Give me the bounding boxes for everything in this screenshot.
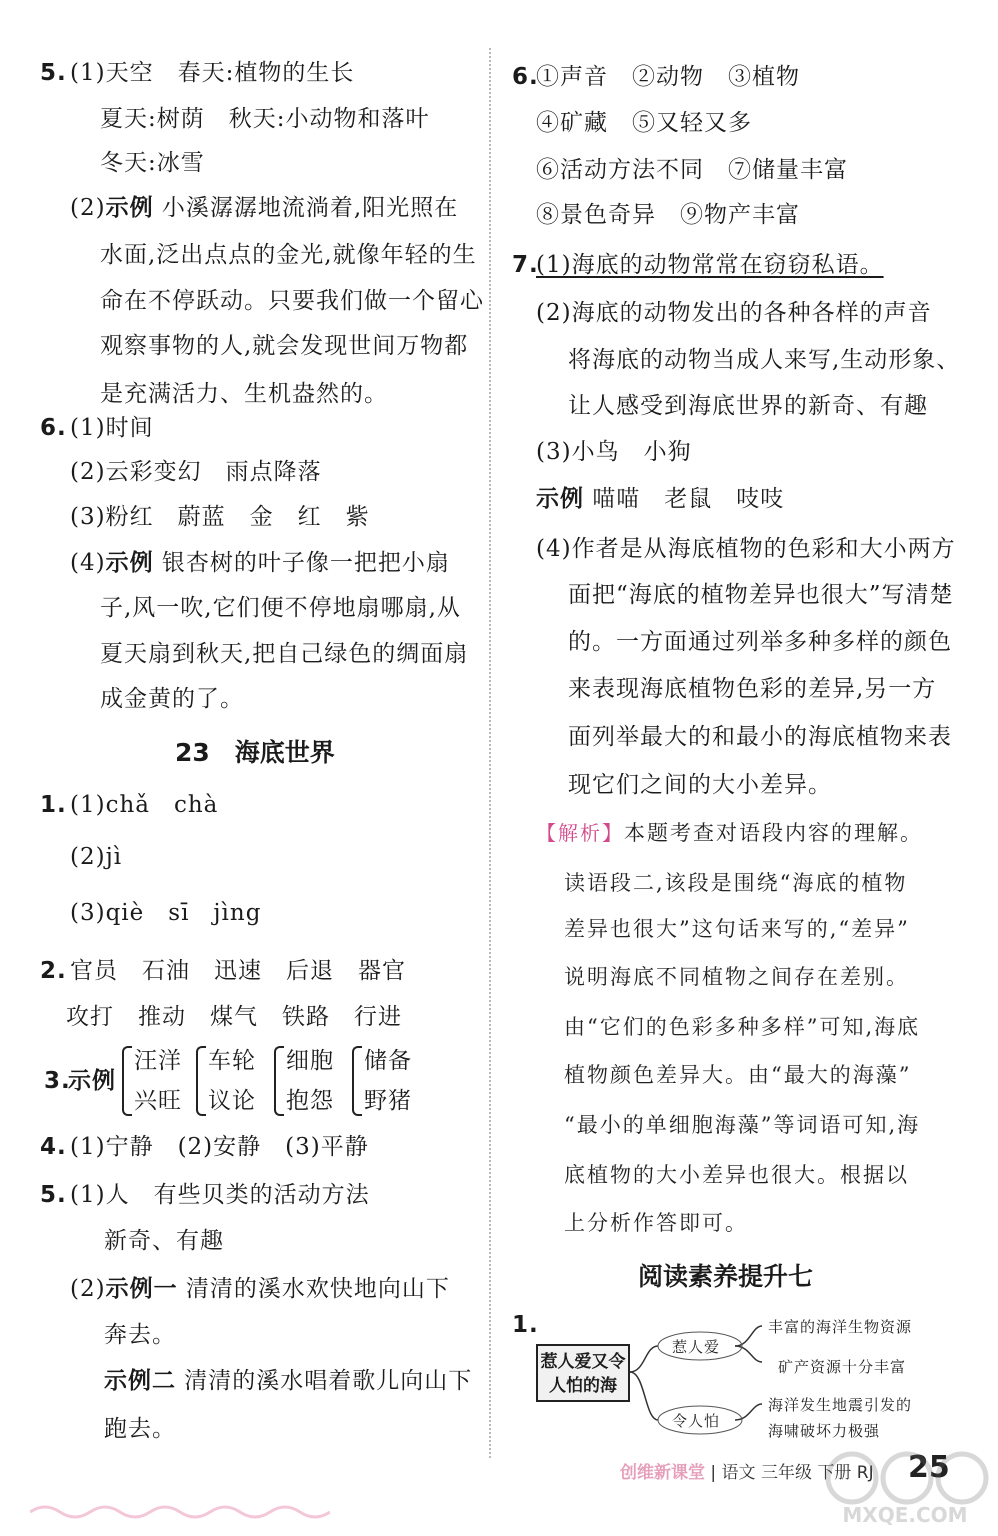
answer-text: 命在不停跃动。只要我们做一个留心	[100, 288, 484, 314]
analysis-text: 读语段二,该段是围绕“海底的植物	[564, 871, 908, 895]
column-divider	[489, 48, 491, 1458]
answer-line-q5a2	[100, 104, 430, 134]
answer-line-q6b	[70, 457, 322, 487]
analysis-line-1	[564, 868, 907, 898]
example-label: 示例	[105, 195, 154, 221]
example-label: 示例	[105, 550, 154, 576]
analysis-line-7	[564, 1160, 909, 1190]
q3-word-1-0: 车轮	[208, 1048, 256, 1074]
q3-label: 示例	[68, 1068, 116, 1094]
analysis-label: 【解析】	[536, 821, 624, 845]
answer-text: (4)作者是从海底植物的色彩和大小两方	[536, 536, 956, 562]
answer-line-r7b3	[568, 391, 928, 421]
answer-line-q6d4	[100, 684, 244, 714]
answer-line-r7b2	[568, 345, 960, 375]
answer-text: 跑去。	[104, 1416, 176, 1442]
q3-word-2-0: 细胞	[286, 1048, 334, 1074]
answer-line-l1c: (3)qiè sī jìng	[70, 900, 262, 926]
answer-text: 的。一方面通过列举多种多样的颜色	[568, 629, 952, 655]
answer-text: 观察事物的人,就会发现世间万物都	[100, 333, 469, 359]
answer-text: 清清的溪水欢快地向山下	[177, 1276, 450, 1302]
answer-line-l5b	[70, 1274, 450, 1304]
answer-text: ⑥活动方法不同 ⑦储量丰富	[536, 157, 848, 183]
answer-line-l2b: 攻打 推动 煤气 铁路 行进	[66, 1004, 402, 1030]
answer-line-r7c2	[536, 484, 784, 514]
analysis-line-6	[564, 1110, 920, 1140]
answer-text: 来表现海底植物色彩的差异,另一方	[568, 676, 937, 702]
mind-map-number: 1.	[512, 1312, 539, 1338]
footer-grade: 三年级	[760, 1463, 812, 1483]
answer-text: 现它们之间的大小差异。	[568, 772, 832, 798]
analysis-text: 底植物的大小差异也很大。根据以	[564, 1163, 909, 1187]
answer-line-l4	[70, 1132, 369, 1162]
answer-text: 喵喵 老鼠 吱吱	[584, 486, 785, 512]
answer-line-r7d2	[568, 580, 954, 610]
analysis-text: 说明海底不同植物之间存在差别。	[564, 965, 909, 989]
q3-word-3-0: 储备	[364, 1048, 412, 1074]
question-number: 2.	[40, 958, 67, 984]
answer-text: 新奇、有趣	[104, 1228, 224, 1254]
analysis-text: 由“它们的色彩多种多样”可知,海底	[564, 1015, 921, 1039]
footer-sep-1: |	[710, 1463, 717, 1483]
sub-number: (4)	[70, 550, 106, 576]
answer-line-l5b2	[104, 1320, 176, 1350]
answer-line-q6c	[70, 502, 370, 532]
answer-line-q5b	[70, 193, 458, 223]
answer-text: (1)天空 春天:植物的生长	[70, 60, 355, 86]
answer-line-r6a	[536, 62, 800, 92]
answer-text: (1)人 有些贝类的活动方法	[70, 1182, 370, 1208]
answer-line-l1b: (2)jì	[70, 844, 123, 870]
answer-text: (3)粉红 蔚蓝 金 红 紫	[70, 504, 370, 530]
q3-number: 3.	[44, 1068, 71, 1094]
answer-line-q5a3	[100, 148, 205, 178]
answer-text: (1)时间	[70, 415, 154, 441]
answer-text: 子,风一吹,它们便不停地扇哪扇,从	[100, 595, 461, 621]
answer-line-q5b4	[100, 331, 468, 361]
answer-text: 是充满活力、生机盎然的。	[100, 381, 388, 407]
mind-map-center: 惹人爱又令人怕的海	[536, 1344, 630, 1402]
mind-map-branch-love: 惹人爱	[672, 1338, 721, 1356]
answer-text: 夏天:树荫 秋天:小动物和落叶	[100, 106, 430, 132]
answer-text: (1)海底的动物常常在窃窃私语。	[536, 252, 884, 278]
answer-text: 成金黄的了。	[100, 686, 244, 712]
q3-word-0-1: 兴旺	[134, 1088, 182, 1114]
analysis-text: 本题考查对语段内容的理解。	[624, 821, 923, 845]
brace-3	[352, 1046, 362, 1116]
answer-text: 夏天扇到秋天,把自己绿色的绸面扇	[100, 641, 469, 667]
sub-number: (2)	[70, 1276, 106, 1302]
section-title: 阅读素养提升七	[638, 1262, 814, 1291]
answer-text: 面列举最大的和最小的海底植物来表	[568, 724, 952, 750]
question-number: 5.	[40, 60, 67, 86]
lesson-title: 23 海底世界	[175, 738, 335, 767]
answer-text: 小溪潺潺地流淌着,阳光照在	[153, 195, 459, 221]
answer-line-l5a2	[104, 1226, 224, 1256]
page-number: 25	[908, 1450, 950, 1485]
question-number: 5.	[40, 1182, 67, 1208]
mind-map-leaf-4: 海啸破坏力极强	[768, 1422, 881, 1440]
example-label: 示例二	[104, 1368, 176, 1394]
answer-line-r7d	[536, 534, 956, 564]
answer-line-r6d	[536, 200, 800, 230]
mind-map	[512, 1310, 970, 1450]
sub-number: (2)	[70, 195, 106, 221]
q3-word-2-1: 抱怨	[286, 1088, 334, 1114]
mind-map-leaf-2: 矿产资源十分丰富	[778, 1358, 907, 1376]
q3-word-0-0: 汪洋	[134, 1048, 182, 1074]
brace-0	[122, 1046, 132, 1116]
question-number: 6.	[512, 64, 539, 90]
footer-subject: 语文	[721, 1463, 756, 1483]
answer-text: (2)海底的动物发出的各种各样的声音	[536, 300, 932, 326]
q3-word-1-1: 议论	[208, 1088, 256, 1114]
answer-line-q6a	[70, 413, 154, 443]
answer-line-q5a	[70, 58, 354, 88]
answer-text: 奔去。	[104, 1322, 176, 1348]
answer-text: 银杏树的叶子像一把把小扇	[153, 550, 450, 576]
brace-2	[274, 1046, 284, 1116]
answer-line-q5b5	[100, 379, 388, 409]
example-label: 示例一	[105, 1276, 178, 1302]
answer-text: 清清的溪水唱着歌儿向山下	[176, 1368, 473, 1394]
answer-line-l5c2	[104, 1414, 176, 1444]
answer-text: 冬天:冰雪	[100, 150, 205, 176]
analysis-line-0	[536, 818, 923, 848]
answer-line-l5c	[104, 1366, 472, 1396]
answer-line-q6d2	[100, 593, 461, 623]
analysis-text: “最小的单细胞海藻”等词语可知,海	[564, 1113, 921, 1137]
answer-line-r6b	[536, 108, 752, 138]
analysis-line-2	[564, 914, 910, 944]
footer-volume: 下册	[817, 1463, 852, 1483]
question-number: 1.	[40, 792, 67, 818]
footer-edition: RJ	[856, 1463, 874, 1483]
example-label: 示例	[536, 486, 584, 512]
answer-line-l1a: (1)chǎ chà	[70, 792, 219, 818]
analysis-line-3	[564, 962, 909, 992]
answer-text: ①声音 ②动物 ③植物	[536, 64, 800, 90]
answer-text: 面把“海底的植物差异也很大”写清楚	[568, 582, 954, 608]
answer-line-l2a: 官员 石油 迅速 后退 器官	[70, 958, 406, 984]
answer-line-r7c	[536, 437, 692, 467]
answer-line-q6d	[70, 548, 450, 578]
answer-line-r7d6	[568, 770, 832, 800]
answer-text: (3)小鸟 小狗	[536, 439, 692, 465]
brace-1	[196, 1046, 206, 1116]
footer-decoration	[30, 1500, 330, 1524]
q3-word-3-1: 野猪	[364, 1088, 412, 1114]
answer-line-r7d3	[568, 627, 952, 657]
answer-line-r7d4	[568, 674, 936, 704]
answer-line-q5b3	[100, 286, 484, 316]
analysis-text: 差异也很大”这句话来写的,“差异”	[564, 917, 910, 941]
answer-text: 让人感受到海底世界的新奇、有趣	[568, 393, 928, 419]
answer-text: ⑧景色奇异 ⑨物产丰富	[536, 202, 800, 228]
answer-text: 水面,泛出点点的金光,就像年轻的生	[100, 242, 477, 268]
answer-line-l5a	[70, 1180, 370, 1210]
answer-line-r7b	[536, 298, 932, 328]
answer-text: (2)云彩变幻 雨点降落	[70, 459, 322, 485]
analysis-line-4	[564, 1012, 920, 1042]
mind-map-branch-fear: 令人怕	[672, 1412, 721, 1430]
answer-line-q5b2	[100, 240, 477, 270]
watermark-logo	[812, 1448, 998, 1528]
answer-text: ④矿藏 ⑤又轻又多	[536, 110, 752, 136]
question-number: 7.	[512, 252, 539, 278]
answer-line-r6c	[536, 155, 848, 185]
watermark-text: MXQE.COM	[842, 1503, 968, 1527]
answer-line-q6d3	[100, 639, 468, 669]
mind-map-leaf-1: 丰富的海洋生物资源	[768, 1318, 913, 1336]
analysis-text: 植物颜色差异大。由“最大的海藻”	[564, 1063, 912, 1087]
footer-brand: 创维新课堂	[620, 1463, 705, 1483]
question-number: 6.	[40, 415, 67, 441]
analysis-line-5	[564, 1060, 911, 1090]
analysis-text: 上分析作答即可。	[564, 1211, 748, 1235]
analysis-line-8	[564, 1208, 748, 1238]
answer-line-r7a	[536, 250, 884, 280]
mind-map-leaf-3: 海洋发生地震引发的	[768, 1396, 913, 1414]
answer-line-r7d5	[568, 722, 952, 752]
answer-text: (1)宁静 (2)安静 (3)平静	[70, 1134, 369, 1160]
answer-text: 将海底的动物当成人来写,生动形象、	[568, 347, 961, 373]
question-number: 4.	[40, 1134, 67, 1160]
